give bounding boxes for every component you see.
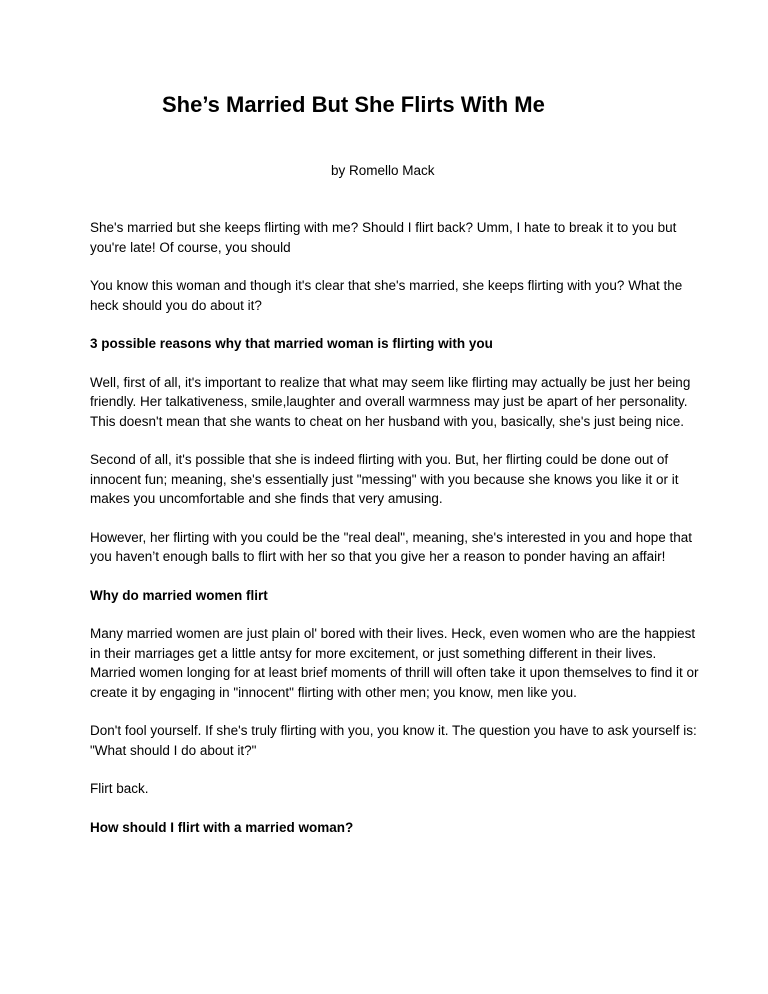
- paragraph-why: Many married women are just plain ol' bored with their lives. Heck, even women who are the happiest in their marriages get a little antsy for more excitement, or just something different in their lives. Married women longing for at least brief moments of thrill will often take it upon themselves to find it or create it by engaging in "innocent" flirting with other men; you know, men like you.: [90, 626, 699, 700]
- paragraph-intro: She's married but she keeps flirting with me? Should I flirt back? Umm, I hate to break it to you but you're late! Of course, you should: [90, 220, 677, 255]
- paragraph-question: You know this woman and though it's clear that she's married, she keeps flirting with you? What the heck should you do about it?: [90, 278, 683, 313]
- paragraph-quote-line: "What should I do about it?": [90, 742, 257, 758]
- section-heading-why: Why do married women flirt: [90, 587, 268, 603]
- paragraph-reason-fun: Second of all, it's possible that she is indeed flirting with you. But, her flirting could be done out of innocent fun; meaning, she's essentially just "messing" with you because she knows you like it or it makes you uncomfortable and she finds that very amusing.: [90, 452, 679, 506]
- paragraph-reason-friendly: Well, first of all, it's important to realize that what may seem like flirting may actually be just her being friendly. Her talkativeness, smile,laughter and overall warmness may just be apart of her personality. This doesn't mean that she wants to cheat on her husband with you, basically, she's just being nice.: [90, 374, 691, 429]
- document-body: [90, 218, 702, 856]
- paragraph-flirt-back: Flirt back.: [90, 781, 149, 796]
- paragraph-reason-real: However, her flirting with you could be the "real deal", meaning, she's interested in you and hope that you haven’t enough balls to flirt with her so that you give her a reason to ponder having an affair!: [90, 529, 693, 564]
- byline: by Romello Mack: [331, 163, 435, 178]
- paragraph-dont-fool-line: Don't fool yourself. If she's truly flirting with you, you know it. The question you have to ask yourself is:: [90, 723, 697, 738]
- section-heading-reasons: 3 possible reasons why that married woman is flirting with you: [90, 336, 493, 351]
- section-heading-how: How should I flirt with a married woman?: [90, 819, 354, 835]
- title-text: She’s Married But She Flirts With Me: [162, 92, 545, 117]
- paragraph-dont-fool: [90, 721, 702, 760]
